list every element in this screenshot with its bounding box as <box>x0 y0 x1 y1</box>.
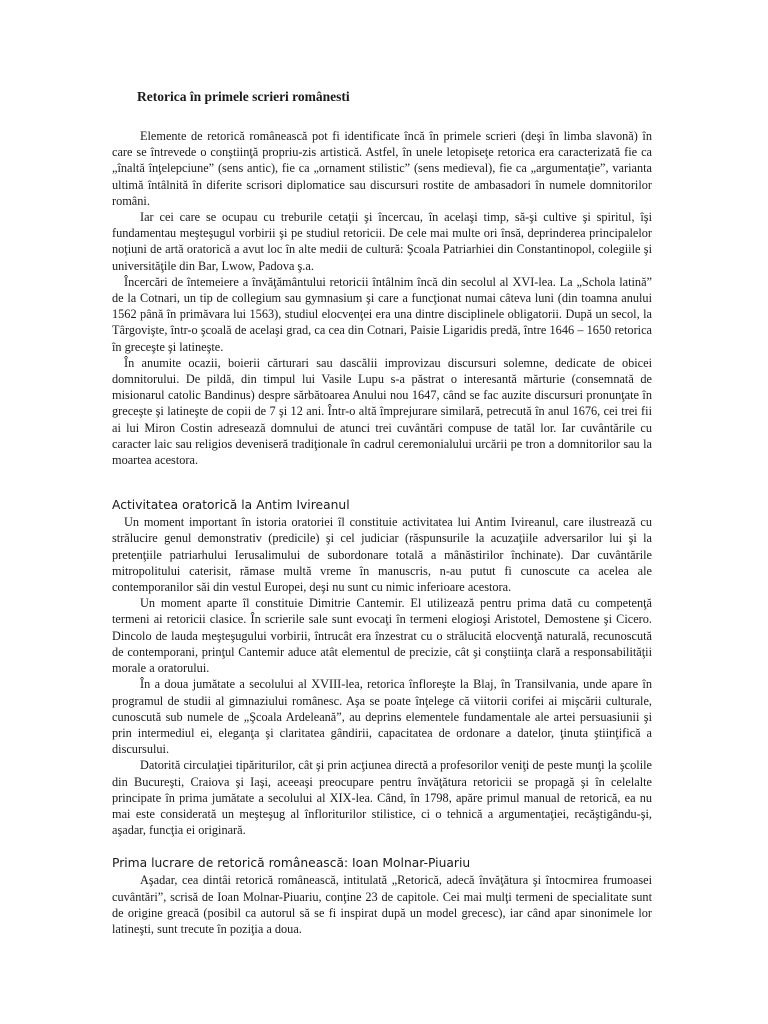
paragraph: Aşadar, cea dintâi retorică românească, intitulată „Retorică, adecă învăţătura şi întocmirea frumoasei cuvântări”, scrisă de Ioan Molnar-Piuariu, conţine 23 de capitole. Cei mai mulţi termeni de specialitate sunt de origine greacă (posibil ca autorul să se fi inspirat după un model grecesc), iar când apar sinonimele lor latineşti, sunt trecute în poziţia a doua. <box>112 873 652 936</box>
section-heading-antim: Activitatea oratorică la Antim Ivireanul <box>112 498 350 513</box>
section-antim <box>112 514 652 838</box>
paragraph: Un moment important în istoria oratoriei îl constituie activitatea lui Antim Ivireanul, care ilustrează cu strălucire genul demonstrativ (predicile) şi cel judiciar (răspunsurile la acuzaţiile adversarilor lui şi la pretenţiile patriarhului Ierusalimului de subordonare totală a mânăstirilor închinate). Dar cuvântările mitropolitului caterisit, rămase multă vreme în manuscris, n-au putut fi cunoscute ca acelea ale contemporanilor săi din vestul Europei, deşi nu sunt cu nimic inferioare acestora. <box>112 515 652 595</box>
paragraph: Un moment aparte îl constituie Dimitrie Cantemir. El utilizează pentru prima dată cu competenţă termeni ai retoricii clasice. În scrierile sale sunt evocaţi în termeni elogioşi Aristotel, Demostene şi Cicero. Dincolo de lauda meşteşugului vorbirii, întrucât era înzestrat cu o strălucită elocvenţă naturală, recunoscută de contemporani, prinţul Cantemir aduce atât elementul de precizie, cât şi conştiinţa clară a responsabilităţii morale a oratorului. <box>112 596 652 676</box>
paragraph: În a doua jumătate a secolului al XVIII-lea, retorica înfloreşte la Blaj, în Transilvania, unde apare în programul de studii al gimnaziului românesc. Aşa se poate înţelege că viitorii corifei ai mişcării culturale, cunoscută sub numele de „Şcoala Ardeleană”, au deprins elementele fundamentale ale artei persuasiunii şi prin intermediul ei, eleganţa şi claritatea gândirii, capacitatea de ordonare a datelor, ţinuta ştiinţifică a discursului. <box>112 677 652 757</box>
paragraph: În anumite ocazii, boierii cărturari sau dascălii improvizau discursuri solemne, dedicate de obicei domnitorului. De pildă, din timpul lui Vasile Lupu s-a păstrat o interesantă mărturie (consemnată de misionarul catolic Bandinus) despre sărbătoarea Anului nou 1647, când se fac auzite discursuri pronunţate în greceşte şi latineşte de copii de 7 şi 12 ani. Într-o altă împrejurare similară, petrecută în anul 1676, cei trei fii ai lui Miron Costin adresează domnului de atunci trei cuvântări compuse de tatăl lor. Iar cuvântările cu caracter laic sau religios deveniseră tradiţionale în cadrul ceremonialului urcării pe tron a domnitorilor sau la moartea acestora. <box>112 355 652 468</box>
section-molnar <box>112 872 652 937</box>
document-title: Retorica în primele scrieri românesti <box>137 89 350 104</box>
paragraph: Elemente de retorică românească pot fi identificate încă în primele scrieri (deşi în limba slavonă) în care se întrevede o conştiinţă propriu-zis artistică. Astfel, în unele letopiseţe retorica era caracterizată fie ca „înaltă înţelepciune” (sens antic), fie ca „ornament stilistic” (sens medieval), fie ca „argumentaţie”, varianta ultimă întâlnită în diferite scrisori diplomatice sau discursuri rostite de ambasadori în numele domnitorilor români. <box>112 129 652 208</box>
paragraph: Iar cei care se ocupau cu treburile cetaţii şi încercau, în acelaşi timp, să-şi cultive şi spiritul, îşi fundamentau meşteşugul vorbirii şi pe studiul retoricii. De cele mai multe ori însă, deprinderea principalelor noţiuni de artă oratorică a avut loc în alte medii de cultură: Şcoala Patriarhiei din Constantinopol, colegiile şi universităţile din Bar, Lwow, Padova ş.a. <box>112 210 652 273</box>
paragraph: Datorită circulaţiei tipăriturilor, cât şi prin acţiunea directă a profesorilor veniţi de peste munţi la şcolile din Bucureşti, Craiova şi Iaşi, aceeaşi preocupare pentru învăţătura retoricii se propagă şi în celelalte principate în prima jumătate a secolului al XIX-lea. Când, în 1798, apăre primul manual de retorică, ea nu mai este considerată un meşteşug al înfloriturilor stilistice, ci o tehnică a argumentaţiei, recăştigându-şi, aşadar, funcţia ei originară. <box>112 758 652 838</box>
section-intro <box>112 128 652 468</box>
section-heading-molnar: Prima lucrare de retorică românească: Ioan Molnar-Piuariu <box>112 856 471 871</box>
paragraph: Încercări de întemeiere a învăţământului retoricii întâlnim încă din secolul al XVI-lea. La „Schola latină” de la Cotnari, un tip de collegium sau gymnasium şi care a funcţionat numai câteva luni (din toamna anului 1562 până în primăvara lui 1563), studiul elocvenţei era una dintre disciplinele obligatorii. După un secol, la Târgovişte, într-o şcoală de acelaşi grad, ca cea din Cotnari, Paisie Ligaridis predă, între 1646 – 1650 retorica în greceşte şi latineşte. <box>112 274 652 354</box>
